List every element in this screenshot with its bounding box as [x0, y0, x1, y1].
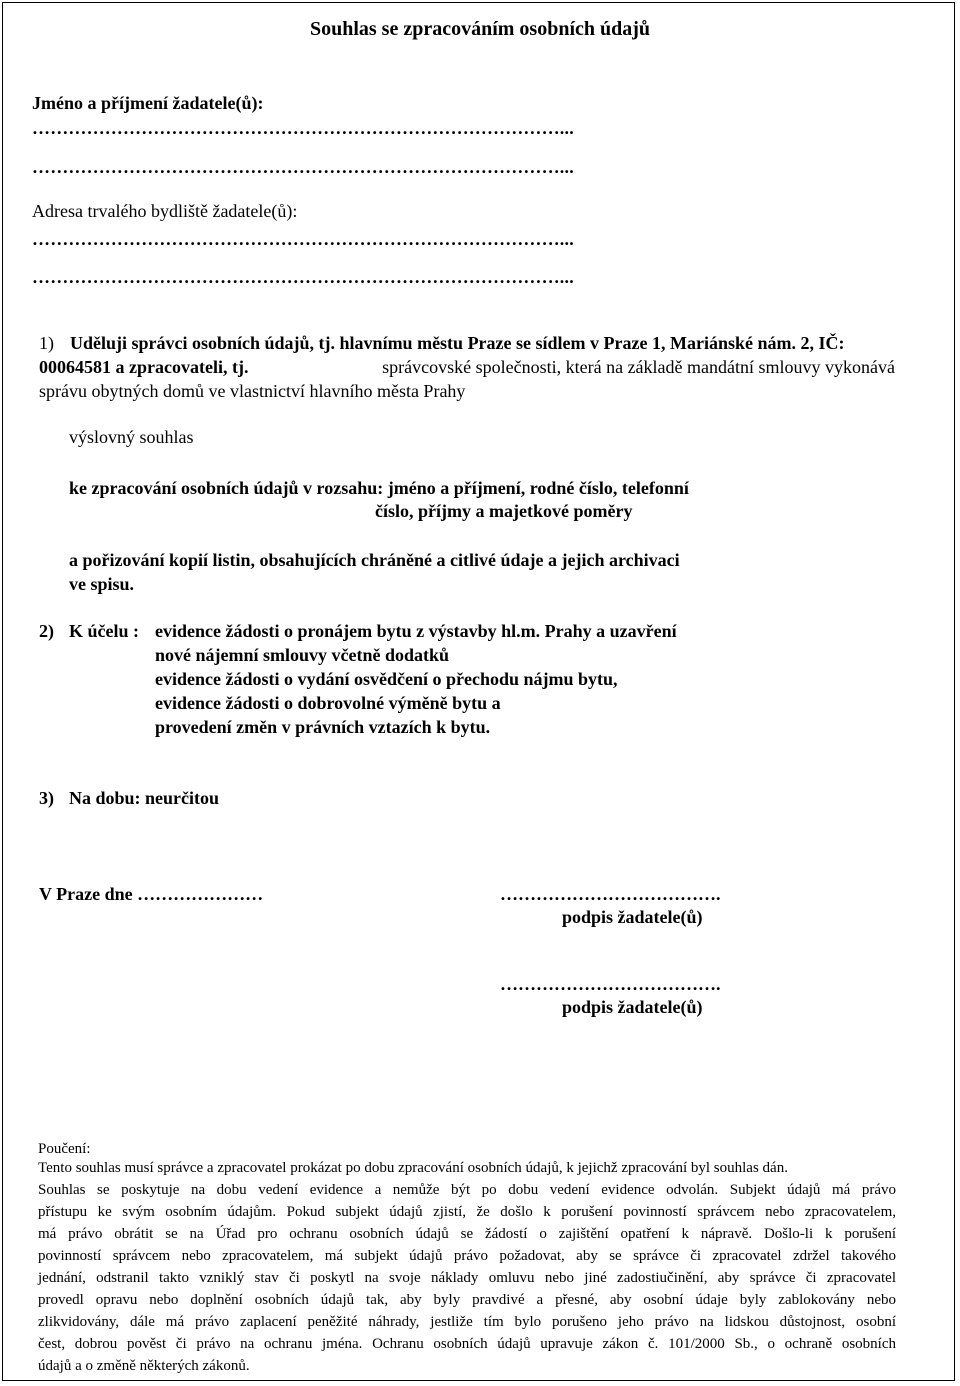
purpose-2: nové nájemní smlouvy včetně dodatků: [155, 645, 450, 665]
consent-text: výslovný souhlas: [69, 427, 194, 447]
section1-line2: [39, 357, 895, 378]
notice-heading: Poučení:: [38, 1141, 91, 1157]
address-fill-line-2: ……………………………………………………………………………...: [32, 267, 574, 287]
name-label: Jméno a příjmení žadatele(ů):: [32, 93, 264, 113]
section1-line1: Uděluji správci osobních údajů, tj. hlavnímu městu Praze se sídlem v Praze 1, Mariánské nám. 2, IČ:: [70, 333, 845, 353]
copies-line-2: ve spisu.: [69, 574, 135, 594]
notice-line-8: zlikvidovány, dále má právo zaplacení peněžité náhrady, jestliže tím bylo porušeno jeho právo na lidskou důstojnost, osobní: [38, 1314, 896, 1330]
section1-line2-rest: správcovské společnosti, která na základě mandátní smlouvy vykonává: [382, 357, 895, 377]
document-title: Souhlas se zpracováním osobních údajů: [309, 18, 651, 40]
notice-line-2: Souhlas se poskytuje na dobu vedení evidence a nemůže být po dobu vedení evidence odvolán. Subjekt údajů má právo: [38, 1182, 896, 1198]
signature-label-2: podpis žadatele(ů): [562, 997, 703, 1017]
section3-text: Na dobu: neurčitou: [69, 788, 220, 808]
section1-number: 1): [39, 333, 54, 353]
signature-line-2: ……………………………….: [500, 974, 721, 994]
copies-line-1: a pořizování kopií listin, obsahujících chráněné a citlivé údaje a jejich archivaci: [69, 550, 680, 570]
purpose-4: evidence žádosti o dobrovolné výměně bytu a: [155, 693, 501, 713]
notice-line-1: Tento souhlas musí správce a zpracovatel prokázat po dobu zpracování osobních údajů, k jejichž zpracování byl souhlas dán.: [38, 1160, 788, 1176]
notice-line-10: údajů a o změně některých zákonů.: [38, 1358, 250, 1374]
section1-line3: správu obytných domů ve vlastnictví hlavního města Prahy: [39, 381, 466, 401]
notice-line-5: povinností správcem nebo zpracovatelem, má subjekt údajů právo požadovat, aby se správce či zpracovatel zdržel takového: [38, 1248, 896, 1264]
name-fill-line-1: ……………………………………………………………………………...: [32, 118, 574, 138]
section1-line2-bold: 00064581 a zpracovateli, tj.: [39, 357, 249, 377]
section3-number: 3): [39, 788, 54, 808]
notice-line-6: jednání, odstranil takto vzniklý stav či poskytl na svoje náklady omluvu nebo jiné zadostiučinění, aby správce či zpracovatel: [38, 1270, 896, 1286]
purpose-3: evidence žádosti o vydání osvědčení o přechodu nájmu bytu,: [155, 669, 618, 689]
place-date: V Praze dne …………………: [39, 884, 264, 904]
address-fill-line-1: ……………………………………………………………………………...: [32, 229, 574, 249]
signature-line-1: ……………………………….: [500, 884, 721, 904]
scope-line-2: číslo, příjmy a majetkové poměry: [375, 501, 633, 521]
notice-line-7: provedl opravu nebo doplnění osobních údajů tak, aby byly pravdivé a přesné, aby osobní údaje byly zablokovány nebo: [38, 1292, 896, 1308]
purpose-5: provedení změn v právních vztazích k bytu.: [155, 717, 491, 737]
section2-label: K účelu :: [69, 621, 139, 641]
scope-line-1: ke zpracování osobních údajů v rozsahu: jméno a příjmení, rodné číslo, telefonní: [69, 478, 689, 498]
notice-line-3: přístupu ke svým osobním údajům. Pokud subjekt údajů zjistí, že došlo k porušení povinností správcem nebo zpracovatelem,: [38, 1204, 896, 1220]
section2-number: 2): [39, 621, 54, 641]
notice-line-9: čest, dobrou pověst či právo na ochranu jména. Ochranu osobních údajů upravuje zákon č. 101/2000 Sb., o ochraně osobních: [38, 1336, 896, 1352]
name-fill-line-2: ……………………………………………………………………………...: [32, 157, 574, 177]
purpose-1: evidence žádosti o pronájem bytu z výstavby hl.m. Prahy a uzavření: [155, 621, 677, 641]
signature-label-1: podpis žadatele(ů): [562, 907, 703, 927]
address-label: Adresa trvalého bydliště žadatele(ů):: [32, 201, 298, 221]
notice-line-4: má právo obrátit se na Úřad pro ochranu osobních údajů se žádostí o zajištění opatření k nápravě. Došlo-li k porušení: [38, 1226, 896, 1242]
